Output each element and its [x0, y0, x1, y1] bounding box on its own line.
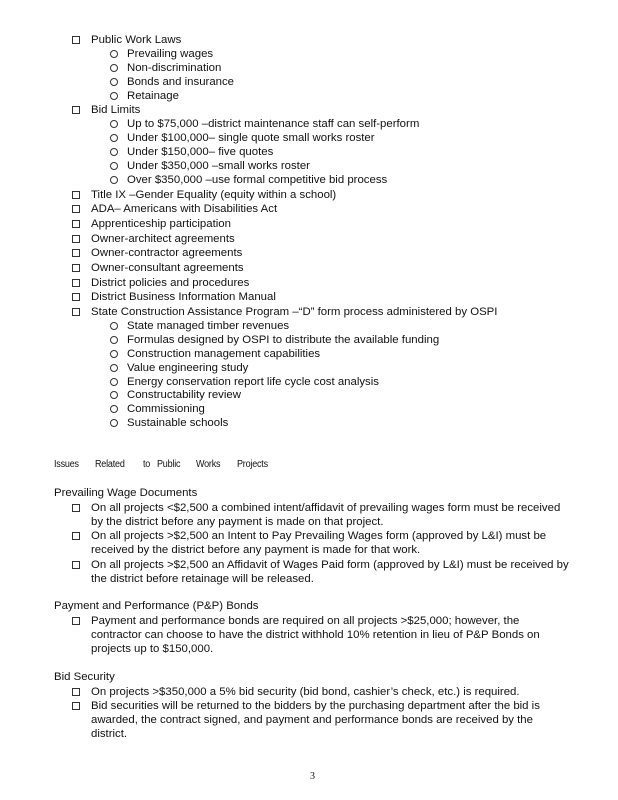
paragraph-item: Payment and performance bonds are required on all projects >$25,000; however, the contractor can choose to have the district withhold 10% retention in lieu of P&P Bonds on projects up to $150,000. — [91, 615, 540, 655]
section-title-bid-security: Bid Security — [54, 671, 115, 683]
bullet-box — [72, 305, 80, 319]
paragraph-item: Bid securities will be returned to the bidders by the purchasing department after the bid is awarded, the contract signed, and payment and performance bonds are received by the district. — [91, 700, 540, 740]
bullet-circle — [110, 47, 118, 61]
bullet-circle — [110, 75, 118, 89]
bullet-circle — [110, 61, 118, 75]
bullet-circle — [110, 173, 118, 187]
bullet-circle — [110, 319, 118, 333]
bullet-circle — [110, 159, 118, 173]
list-subitem: Construction management capabilities — [127, 348, 321, 360]
bullet-box — [72, 276, 80, 290]
list-item: Owner-contractor agreements — [91, 247, 243, 259]
bullet-box — [72, 232, 80, 246]
heading-word: Issues — [54, 458, 79, 469]
list-subitem: Energy conservation report life cycle cost analysis — [127, 376, 379, 388]
paragraph-item: On all projects >$2,500 an Affidavit of Wages Paid form (approved by L&I) must be received by the district before retainage will be released. — [91, 559, 569, 585]
list-item: District Business Information Manual — [91, 291, 276, 303]
bullet-box — [72, 261, 80, 275]
list-item-bid-limits: Bid Limits — [91, 104, 141, 116]
bullet-circle — [110, 333, 118, 347]
list-subitem: Prevailing wages — [127, 48, 214, 60]
bullet-circle — [110, 416, 118, 430]
list-subitem: Over $350,000 –use formal competitive bid process — [127, 174, 388, 186]
section-title-prevailing-wage: Prevailing Wage Documents — [54, 487, 198, 499]
bullet-circle — [110, 388, 118, 402]
bullet-circle — [110, 402, 118, 416]
paragraph-item: On all projects >$2,500 an Intent to Pay Prevailing Wages form (approved by L&I) must be received by the district before any payment is made for that work. — [91, 530, 547, 556]
list-subitem: Retainage — [127, 90, 179, 102]
bullet-box — [72, 33, 80, 47]
bullet-box — [72, 290, 80, 304]
list-subitem: Up to $75,000 –district maintenance staff can self-perform — [127, 118, 420, 130]
bullet-circle — [110, 347, 118, 361]
list-subitem: Value engineering study — [127, 362, 249, 374]
section-title-pp-bonds: Payment and Performance (P&P) Bonds — [54, 600, 259, 612]
heading-word: Related — [95, 458, 125, 469]
heading-word: Public — [157, 458, 181, 469]
heading-word: Works — [196, 458, 221, 469]
bullet-box — [72, 685, 80, 699]
bullet-circle — [110, 117, 118, 131]
bullet-circle — [110, 375, 118, 389]
bullet-box — [72, 202, 80, 216]
list-subitem: Sustainable schools — [127, 417, 229, 429]
bullet-box — [72, 103, 80, 117]
bullet-circle — [110, 89, 118, 103]
paragraph-item: On all projects <$2,500 a combined intent/affidavit of prevailing wages form must be received by the district before any payment is made on that project. — [91, 502, 561, 528]
list-subitem: Commissioning — [127, 403, 205, 415]
list-subitem: Under $150,000– five quotes — [127, 146, 274, 158]
list-subitem: Formulas designed by OSPI to distribute the available funding — [127, 334, 440, 346]
list-item: ADA– Americans with Disabilities Act — [91, 203, 278, 215]
list-subitem: State managed timber revenues — [127, 320, 290, 332]
page-number: 3 — [310, 771, 315, 782]
bullet-box — [72, 246, 80, 260]
list-item: State Construction Assistance Program –“D” form process administered by OSPI — [91, 306, 498, 318]
list-item: Owner-architect agreements — [91, 233, 235, 245]
bullet-circle — [110, 145, 118, 159]
list-item: Title IX –Gender Equality (equity within a school) — [91, 189, 337, 201]
list-item: Owner-consultant agreements — [91, 262, 244, 274]
list-subitem: Bonds and insurance — [127, 76, 235, 88]
list-subitem: Non-discrimination — [127, 62, 222, 74]
list-item: District policies and procedures — [91, 277, 250, 289]
list-item: Apprenticeship participation — [91, 218, 231, 230]
bullet-box — [72, 614, 80, 628]
bullet-box — [72, 188, 80, 202]
bullet-box — [72, 501, 80, 515]
bullet-box — [72, 217, 80, 231]
list-subitem: Under $100,000– single quote small works roster — [127, 132, 375, 144]
paragraph-item: On projects >$350,000 a 5% bid security (bid bond, cashier’s check, etc.) is required. — [91, 686, 520, 698]
list-item-public-work-laws: Public Work Laws — [91, 34, 182, 46]
list-subitem: Constructability review — [127, 389, 241, 401]
heading-word: Projects — [237, 458, 268, 469]
bullet-circle — [110, 361, 118, 375]
bullet-box — [72, 529, 80, 543]
list-subitem: Under $350,000 –small works roster — [127, 160, 310, 172]
bullet-box — [72, 558, 80, 572]
bullet-circle — [110, 131, 118, 145]
bullet-box — [72, 699, 80, 713]
heading-word: to — [143, 458, 151, 469]
